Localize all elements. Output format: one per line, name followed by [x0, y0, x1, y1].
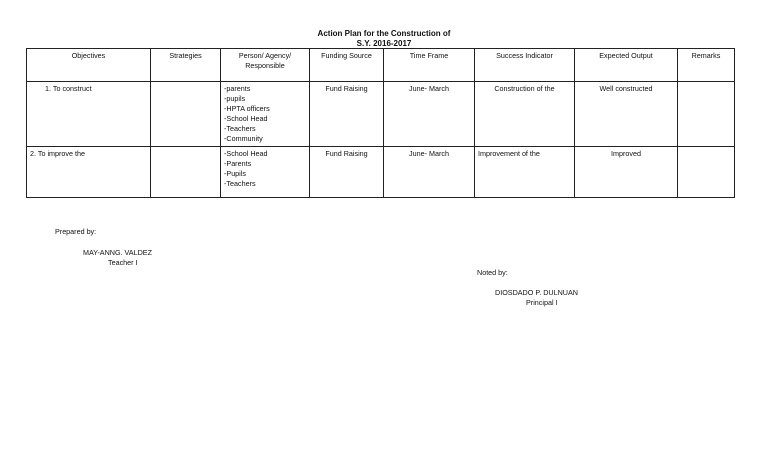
person-item: -Teachers: [224, 179, 256, 188]
output-cell: Well constructed: [575, 82, 678, 147]
action-plan-table: [26, 48, 735, 198]
objective-cell: 2. To improve the: [27, 147, 151, 198]
person-item: -School Head: [224, 149, 268, 158]
noted-by-label: Noted by:: [477, 268, 508, 277]
noted-by-name: DIOSDADO P. DULNUAN: [495, 288, 578, 297]
table-row: [27, 147, 735, 198]
person-item: -pupils: [224, 94, 246, 103]
table-header-row: [27, 49, 735, 82]
persons-cell: [221, 82, 310, 147]
person-item: -parents: [224, 84, 251, 93]
school-year: S.Y. 2016-2017: [356, 39, 412, 48]
header-remarks: Remarks: [678, 49, 735, 82]
header-objectives: Objectives: [27, 49, 151, 82]
table-row: [27, 82, 735, 147]
person-item: -Parents: [224, 159, 252, 168]
indicator-cell: Construction of the: [475, 82, 575, 147]
header-person-agency: Person/ Agency/ Responsible: [221, 49, 310, 82]
header-expected-output: Expected Output: [575, 49, 678, 82]
remarks-cell: [678, 147, 735, 198]
persons-cell: [221, 147, 310, 198]
header-strategies: Strategies: [151, 49, 221, 82]
output-cell: Improved: [575, 147, 678, 198]
funding-cell: Fund Raising: [310, 82, 384, 147]
objective-cell: 1. To construct: [27, 82, 151, 147]
strategies-cell: [151, 82, 221, 147]
prepared-by-title: Teacher I: [108, 258, 138, 267]
header-time-frame: Time Frame: [384, 49, 475, 82]
header-success-indicator: Success Indicator: [475, 49, 575, 82]
person-item: -HPTA officers: [224, 104, 270, 113]
noted-by-title: Principal I: [526, 298, 558, 307]
timeframe-cell: June- March: [384, 82, 475, 147]
prepared-by-label: Prepared by:: [55, 227, 97, 236]
remarks-cell: [678, 82, 735, 147]
header-funding-source: Funding Source: [310, 49, 384, 82]
strategies-cell: [151, 147, 221, 198]
person-item: -School Head: [224, 114, 268, 123]
person-item: -Teachers: [224, 124, 256, 133]
prepared-by-name: MAY-ANNG. VALDEZ: [83, 248, 152, 257]
indicator-cell: Improvement of the: [475, 147, 575, 198]
document-title: Action Plan for the Construction of: [317, 29, 451, 38]
person-item: -Community: [224, 134, 263, 143]
funding-cell: Fund Raising: [310, 147, 384, 198]
person-item: -Pupils: [224, 169, 246, 178]
timeframe-cell: June- March: [384, 147, 475, 198]
